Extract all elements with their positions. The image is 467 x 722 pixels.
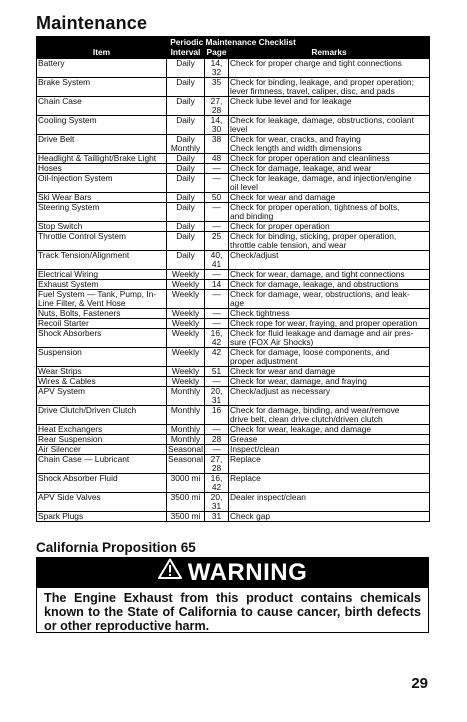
row-page: 50 [205,193,229,203]
row-page: 51 [205,367,229,377]
maintenance-table [36,36,430,522]
row-remarks: Check/adjust [229,251,430,270]
row-remarks: Check for damage, wear, obstructions, and leak- age [229,290,430,309]
row-item: Ski Wear Bars [37,193,167,203]
column-header-item: Item [37,48,167,59]
table-row [37,164,430,174]
row-page: — [205,164,229,174]
row-remarks: Replace [229,474,430,493]
row-item: Battery [37,59,167,78]
row-page: — [205,319,229,329]
table-row [37,348,430,367]
row-remarks: Check for damage, leakage, and obstructions [229,280,430,290]
table-row [37,290,430,309]
row-remarks: Check for proper operation, tightness of bolts, and binding [229,203,430,222]
maintenance-checklist [36,36,429,522]
row-item: APV Side Valves [37,493,167,512]
row-item: Steering System [37,203,167,222]
row-item: Stop Switch [37,222,167,232]
row-interval: Weekly [167,377,205,387]
row-item: Chain Case — Lubricant [37,455,167,474]
row-remarks: Check for damage, loose components, and proper adjustment [229,348,430,367]
column-header-remarks: Remarks [229,48,430,59]
row-item: Shock Absorber Fluid [37,474,167,493]
row-remarks: Dealer inspect/clean [229,493,430,512]
row-remarks: Check for wear, damage, and tight connections [229,270,430,280]
page-title: Maintenance [36,13,148,33]
table-row [37,445,430,455]
row-interval: Monthly [167,387,205,406]
table-row [37,512,430,522]
row-remarks: Grease [229,435,430,445]
row-page: 14 [205,280,229,290]
table-row [37,174,430,193]
row-page: — [205,377,229,387]
table-row [37,474,430,493]
row-page: 28 [205,435,229,445]
row-remarks: Check for proper operation [229,222,430,232]
row-remarks: Check for wear, leakage, and damage [229,425,430,435]
row-remarks: Check for binding, sticking, proper operation, throttle cable tension, and wear [229,232,430,251]
row-remarks: Check for damage, leakage, and wear [229,164,430,174]
row-item: Rear Suspension [37,435,167,445]
table-row [37,280,430,290]
row-interval: 3500 mi [167,512,205,522]
row-remarks: Inspect/clean [229,445,430,455]
row-interval: Daily [167,203,205,222]
row-page: 25 [205,232,229,251]
row-item: Throttle Control System [37,232,167,251]
row-item: Oil-Injection System [37,174,167,193]
row-remarks: Check for leakage, damage, obstructions, coolant level [229,116,430,135]
row-item: Air Silencer [37,445,167,455]
row-page: — [205,290,229,309]
table-row [37,425,430,435]
table-row [37,329,430,348]
row-page: 31 [205,512,229,522]
row-item: Spark Plugs [37,512,167,522]
row-item: Wear Strips [37,367,167,377]
row-interval: Daily [167,97,205,116]
row-item: Headlight & Taillight/Brake Light [37,154,167,164]
row-interval: Weekly [167,280,205,290]
row-interval: Daily [167,232,205,251]
row-item: Drive Clutch/Driven Clutch [37,406,167,425]
row-page: — [205,270,229,280]
row-page: 40, 41 [205,251,229,270]
row-interval: 3000 mi [167,474,205,493]
row-page: 16, 42 [205,329,229,348]
row-interval: Daily [167,222,205,232]
page-number: 29 [411,675,428,692]
table-row [37,319,430,329]
row-page: 27, 28 [205,455,229,474]
row-remarks: Check for proper operation and cleanliness [229,154,430,164]
row-interval: Monthly [167,435,205,445]
row-page: 16 [205,406,229,425]
row-remarks: Check for leakage, damage, and injection/engine oil level [229,174,430,193]
row-remarks: Check/adjust as necessary [229,387,430,406]
row-item: Shock Absorbers [37,329,167,348]
row-page: — [205,309,229,319]
row-interval: Weekly [167,329,205,348]
row-page: — [205,222,229,232]
table-row [37,78,430,97]
row-remarks: Check for fluid leakage and damage and air pres- sure (FOX Air Shocks) [229,329,430,348]
row-interval: Daily Monthly [167,135,205,154]
row-page: — [205,203,229,222]
table-row [37,455,430,474]
row-item: Recoil Starter [37,319,167,329]
warning-label: WARNING [187,559,308,586]
row-remarks: Check for proper charge and tight connections [229,59,430,78]
table-row [37,116,430,135]
row-page: 38 [205,135,229,154]
row-page: — [205,445,229,455]
row-interval: Daily [167,174,205,193]
row-interval: Weekly [167,270,205,280]
row-remarks: Check for wear and damage [229,367,430,377]
prop65-heading: California Proposition 65 [36,540,196,555]
row-remarks: Check rope for wear, fraying, and proper operation [229,319,430,329]
column-header-interval: Interval [167,48,205,59]
row-item: Fuel System — Tank, Pump, In- Line Filter, & Vent Hose [37,290,167,309]
row-interval: 3500 mi [167,493,205,512]
table-row [37,193,430,203]
row-interval: Daily [167,193,205,203]
warning-banner [37,558,428,588]
table-row [37,435,430,445]
row-page: 20, 31 [205,493,229,512]
row-interval: Weekly [167,309,205,319]
row-page: — [205,174,229,193]
row-interval: Weekly [167,319,205,329]
row-page: 14, 30 [205,116,229,135]
row-item: APV System [37,387,167,406]
row-item: Cooling System [37,116,167,135]
row-remarks: Check for wear and damage [229,193,430,203]
row-remarks: Replace [229,455,430,474]
table-row [37,493,430,512]
row-item: Electrical Wiring [37,270,167,280]
row-item: Exhaust System [37,280,167,290]
table-row [37,203,430,222]
row-interval: Daily [167,154,205,164]
table-row [37,135,430,154]
row-remarks: Check gap [229,512,430,522]
table-row [37,367,430,377]
row-interval: Monthly [167,406,205,425]
table-row [37,406,430,425]
table-caption: Periodic Maintenance Checklist [37,37,430,48]
row-page: 35 [205,78,229,97]
table-row [37,309,430,319]
row-interval: Seasonal [168,444,203,454]
row-interval: Seasonal [167,455,205,474]
row-remarks: Check lube level and for leakage [229,97,430,116]
row-interval: Daily [167,78,205,97]
row-interval: Weekly [167,367,205,377]
row-remarks: Check for wear, damage, and fraying [229,377,430,387]
table-row [37,251,430,270]
column-header-page: Page [206,47,227,57]
row-interval: Weekly [167,348,205,367]
row-item: Nuts, Bolts, Fasteners [37,309,167,319]
table-row [37,387,430,406]
table-row [37,222,430,232]
row-interval: Daily [167,251,205,270]
row-page: 42 [205,348,229,367]
row-interval: Weekly [167,290,205,309]
warning-text: The Engine Exhaust from this product contains chemicals known to the State of California to cause cancer, birth defects or other reproductive harm. [44,591,421,633]
row-item: Wires & Cables [37,377,167,387]
row-interval: Monthly [167,425,205,435]
table-row [37,377,430,387]
table-row [37,97,430,116]
row-item: Heat Exchangers [37,425,167,435]
row-interval: Daily [167,164,205,174]
row-item: Drive Belt [37,135,167,154]
warning-triangle-icon [158,557,182,587]
row-item: Hoses [37,164,167,174]
row-item: Brake System [37,78,167,97]
row-remarks: Check for wear, cracks, and fraying Check length and width dimensions [229,135,430,154]
row-remarks: Check for binding, leakage, and proper operation; lever firmness, travel, caliper, disc, and pads [229,78,430,97]
table-row [37,270,430,280]
row-page: 48 [205,154,229,164]
row-item: Suspension [37,348,167,367]
row-remarks: Check tightness [229,309,430,319]
row-item: Chain Case [37,97,167,116]
table-row [37,59,430,78]
warning-box [36,557,429,633]
row-page: 20, 31 [205,387,229,406]
row-item: Track Tension/Alignment [37,251,167,270]
table-row [37,232,430,251]
row-page: 14, 32 [205,59,229,78]
row-interval: Daily [167,116,205,135]
row-remarks: Check for damage, binding, and wear/remove drive belt, clean drive clutch/driven clutch [229,406,430,425]
table-row [37,154,430,164]
row-page: — [205,425,229,435]
row-interval: Daily [167,59,205,78]
row-page: 16, 42 [205,474,229,493]
row-page: 27, 28 [205,97,229,116]
